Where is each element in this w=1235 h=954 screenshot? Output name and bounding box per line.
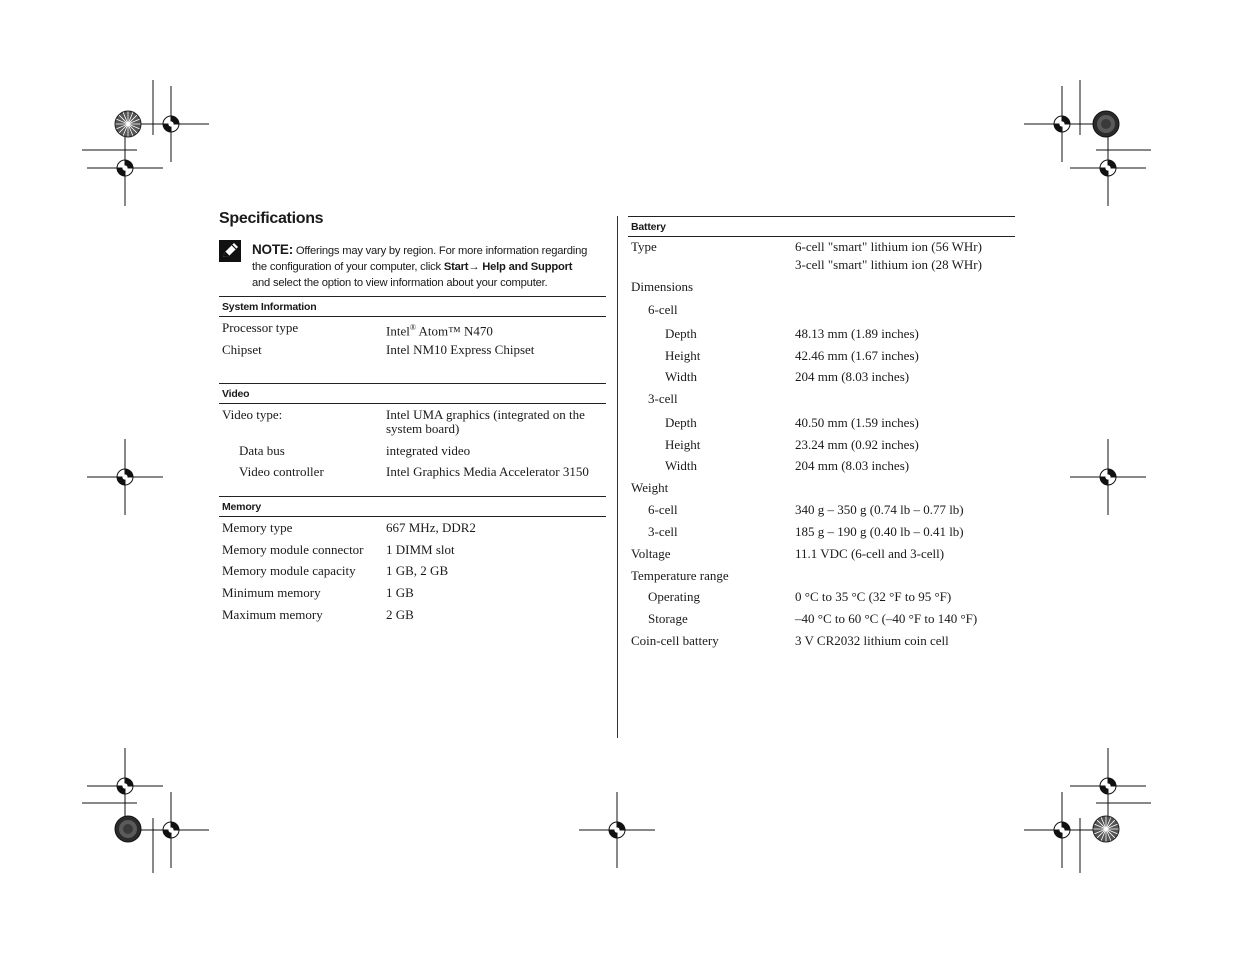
table-header [219, 496, 606, 517]
dimensions-6cell-label: 6-cell [648, 302, 678, 317]
maximum-memory-label: Maximum memory [222, 607, 323, 622]
system-information-table [219, 296, 606, 357]
dimensions-3cell-label: 3-cell [648, 391, 678, 406]
table-header [219, 383, 606, 404]
minimum-memory-value: 1 GB [386, 585, 414, 600]
weight-label: Weight [631, 480, 669, 495]
3cell-depth-label: Depth [665, 415, 697, 430]
video-header: Video [222, 388, 250, 400]
battery-header: Battery [631, 221, 666, 233]
memory-connector-value: 1 DIMM slot [386, 542, 455, 557]
6cell-width-label: Width [665, 369, 697, 384]
memory-table [219, 496, 606, 622]
6cell-width-value: 204 mm (8.03 inches) [795, 369, 910, 384]
memory-type-label: Memory type [222, 520, 293, 535]
voltage-label: Voltage [631, 546, 671, 561]
3cell-height-label: Height [665, 437, 701, 452]
dimensions-label: Dimensions [631, 279, 694, 294]
memory-capacity-label: Memory module capacity [222, 563, 356, 578]
video-controller-label: Video controller [239, 464, 324, 479]
data-bus-label: Data bus [239, 443, 285, 458]
note-line-2: the configuration of your computer, click [252, 261, 444, 273]
memory-connector-label: Memory module connector [222, 542, 364, 557]
column-divider [617, 216, 618, 738]
storage-temp-label: Storage [648, 611, 688, 626]
battery-type-value-6cell: 6-cell "smart" lithium ion (56 WHr) [795, 239, 982, 254]
processor-label: Processor type [222, 320, 299, 335]
3cell-height-value: 23.24 mm (0.92 inches) [795, 437, 919, 452]
weight-3cell-value: 185 g – 190 g (0.40 lb – 0.41 lb) [795, 524, 964, 539]
weight-6cell-value: 340 g – 350 g (0.74 lb – 0.77 lb) [795, 502, 964, 517]
video-type-value-line1: Intel UMA graphics (integrated on the [386, 407, 585, 422]
processor-model: Atom™ N470 [415, 323, 493, 339]
processor-brand: Intel [386, 323, 410, 339]
start-menu-ref: Start [443, 261, 469, 273]
battery-type-label: Type [631, 239, 657, 254]
chipset-value: Intel NM10 Express Chipset [386, 342, 535, 357]
note-text [252, 242, 607, 291]
data-bus-value: integrated video [386, 443, 471, 458]
memory-capacity-value: 1 GB, 2 GB [386, 563, 449, 578]
help-support-ref: Help and Support [482, 261, 573, 273]
6cell-height-label: Height [665, 348, 701, 363]
weight-6cell-label: 6-cell [648, 502, 678, 517]
battery-type-value-3cell: 3-cell "smart" lithium ion (28 WHr) [795, 257, 982, 272]
memory-header: Memory [222, 501, 262, 513]
6cell-depth-label: Depth [665, 326, 697, 341]
video-controller-value: Intel Graphics Media Accelerator 3150 [386, 464, 589, 479]
system-information-header: System Information [222, 301, 317, 313]
battery-table [628, 216, 1015, 648]
registered-mark: ® [409, 323, 416, 332]
voltage-value: 11.1 VDC (6-cell and 3-cell) [795, 546, 945, 561]
table-header [219, 296, 606, 317]
operating-temp-label: Operating [648, 589, 700, 604]
arrow-icon: → [468, 261, 483, 273]
page-title: Specifications [219, 210, 324, 227]
video-type-value-line2: system board) [386, 421, 460, 436]
temperature-range-label: Temperature range [631, 568, 729, 583]
storage-temp-value: –40 °C to 60 °C (–40 °F to 140 °F) [795, 611, 978, 626]
3cell-depth-value: 40.50 mm (1.59 inches) [795, 415, 919, 430]
processor-value [386, 321, 493, 338]
table-header [628, 216, 1015, 237]
maximum-memory-value: 2 GB [386, 607, 414, 622]
video-type-label: Video type: [222, 407, 283, 422]
minimum-memory-label: Minimum memory [222, 585, 321, 600]
6cell-depth-value: 48.13 mm (1.89 inches) [795, 326, 919, 341]
weight-3cell-label: 3-cell [648, 524, 678, 539]
6cell-height-value: 42.46 mm (1.67 inches) [795, 348, 919, 363]
note-line-3: and select the option to view information about your computer. [252, 277, 548, 289]
memory-type-value: 667 MHz, DDR2 [386, 520, 476, 535]
3cell-width-label: Width [665, 458, 697, 473]
operating-temp-value: 0 °C to 35 °C (32 °F to 95 °F) [795, 589, 952, 604]
3cell-width-value: 204 mm (8.03 inches) [795, 458, 910, 473]
video-table [219, 383, 606, 479]
coin-cell-value: 3 V CR2032 lithium coin cell [795, 633, 949, 648]
note-label: NOTE: [252, 242, 293, 257]
note-pencil-icon [219, 240, 241, 262]
note-line-1: Offerings may vary by region. For more information regarding [293, 245, 588, 257]
coin-cell-label: Coin-cell battery [631, 633, 719, 648]
chipset-label: Chipset [222, 342, 262, 357]
